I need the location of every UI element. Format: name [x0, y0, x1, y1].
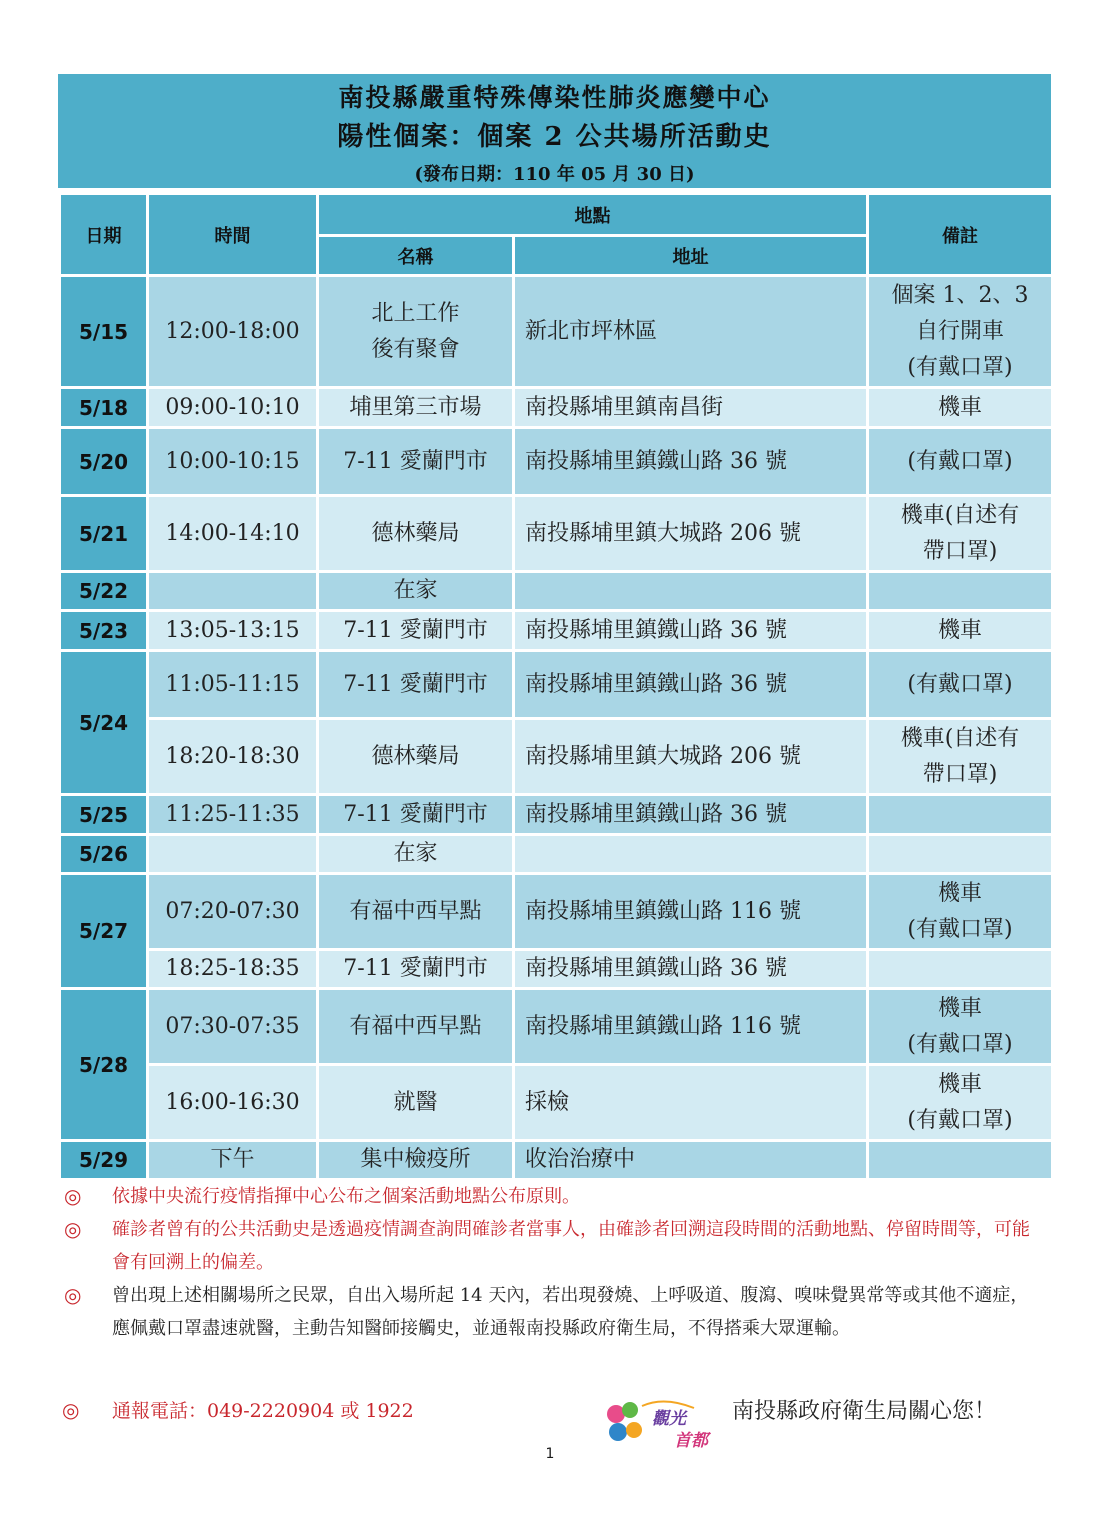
note-item	[62, 1279, 1042, 1345]
remark-line: (有戴口罩)	[907, 1107, 1013, 1133]
document-header	[58, 74, 1051, 188]
name-cell: 就醫	[318, 1065, 514, 1141]
date-cell: 5/24	[60, 651, 148, 795]
date-cell: 5/23	[60, 611, 148, 651]
table-row	[60, 874, 1053, 950]
hotline-text: 通報電話：049-2220904 或 1922	[112, 1400, 414, 1422]
name-cell: 7-11 愛蘭門市	[318, 611, 514, 651]
table-row	[60, 428, 1053, 496]
name-cell: 7-11 愛蘭門市	[318, 651, 514, 719]
time-cell: 13:05-13:15	[148, 611, 318, 651]
table-row	[60, 388, 1053, 428]
table-row	[60, 276, 1053, 388]
table-row	[60, 835, 1053, 874]
date-cell: 5/25	[60, 795, 148, 835]
address-cell: 南投縣埔里鎮大城路 206 號	[514, 719, 868, 795]
remark-line: 機車(自述有	[900, 725, 1020, 751]
time-cell: 14:00-14:10	[148, 496, 318, 572]
date-cell: 5/22	[60, 572, 148, 611]
publish-date: (發布日期：110 年 05 月 30 日)	[414, 164, 695, 185]
address-cell	[514, 572, 868, 611]
time-cell: 18:25-18:35	[148, 950, 318, 989]
bullet-mark: ◎	[64, 1283, 82, 1307]
remark-cell	[868, 950, 1053, 989]
time-cell: 18:20-18:30	[148, 719, 318, 795]
remark-line: 個案 1、2、3	[891, 282, 1029, 308]
remark-line: 帶口罩)	[922, 538, 998, 564]
bullet-mark: ◎	[62, 1398, 80, 1422]
name-cell: 埔里第三市場	[318, 388, 514, 428]
hotline	[62, 1396, 414, 1423]
remark-line: 帶口罩)	[922, 761, 998, 787]
remark-cell	[868, 276, 1053, 388]
remark-cell	[868, 719, 1053, 795]
table-row	[60, 1141, 1053, 1180]
date-cell: 5/27	[60, 874, 148, 989]
remark-cell	[868, 496, 1053, 572]
notes-section	[62, 1180, 1042, 1345]
note-text: 依據中央流行疫情指揮中心公布之個案活動地點公布原則。	[112, 1186, 580, 1207]
address-cell: 南投縣埔里鎮鐵山路 36 號	[514, 428, 868, 496]
remark-line: 自行開車	[915, 318, 1004, 344]
time-cell	[148, 835, 318, 874]
table-row	[60, 795, 1053, 835]
date-cell: 5/28	[60, 989, 148, 1141]
address-cell: 新北市坪林區	[514, 276, 868, 388]
note-text: 曾出現上述相關場所之民眾，自出入場所起 14 天內，若出現發燒、上呼吸道、腹瀉、嗅味覺異常等或其他不適症，應佩戴口罩盡速就醫，主動告知醫師接觸史，並通報南投縣政府衛生局，不得搭乘大眾運輸。	[112, 1285, 1029, 1339]
name-cell: 在家	[318, 572, 514, 611]
remark-cell: (有戴口罩)	[868, 651, 1053, 719]
address-cell: 南投縣埔里鎮南昌街	[514, 388, 868, 428]
remark-cell: 機車	[868, 388, 1053, 428]
logo-lettering: 首都	[674, 1431, 708, 1451]
remark-line: 機車(自述有	[900, 502, 1020, 528]
time-cell: 12:00-18:00	[148, 276, 318, 388]
remark-line: 機車	[937, 995, 982, 1021]
header-time: 時間	[148, 194, 318, 276]
time-cell: 下午	[148, 1141, 318, 1180]
remark-cell: 機車	[868, 611, 1053, 651]
address-cell: 南投縣埔里鎮鐵山路 36 號	[514, 950, 868, 989]
remark-line: 機車	[937, 1071, 982, 1097]
header-remarks: 備註	[868, 194, 1053, 276]
date-cell: 5/20	[60, 428, 148, 496]
address-cell: 南投縣埔里鎮鐵山路 116 號	[514, 874, 868, 950]
header-title-line1: 南投縣嚴重特殊傳染性肺炎應變中心	[338, 83, 771, 112]
address-cell: 南投縣埔里鎮鐵山路 36 號	[514, 651, 868, 719]
name-cell: 集中檢疫所	[318, 1141, 514, 1180]
remark-cell	[868, 1141, 1053, 1180]
time-cell: 10:00-10:15	[148, 428, 318, 496]
table-row	[60, 719, 1053, 795]
name-cell: 德林藥局	[318, 719, 514, 795]
remark-cell: (有戴口罩)	[868, 428, 1053, 496]
name-cell: 7-11 愛蘭門市	[318, 795, 514, 835]
table-row	[60, 989, 1053, 1065]
address-cell: 南投縣埔里鎮鐵山路 36 號	[514, 795, 868, 835]
table-row	[60, 1065, 1053, 1141]
remark-cell	[868, 572, 1053, 611]
bullet-mark: ◎	[64, 1184, 82, 1208]
table-row	[60, 611, 1053, 651]
remark-cell	[868, 835, 1053, 874]
logo-lettering: 觀光	[652, 1409, 686, 1429]
header-name: 名稱	[318, 236, 514, 276]
remark-cell	[868, 1065, 1053, 1141]
time-cell	[148, 572, 318, 611]
bullet-mark: ◎	[64, 1217, 82, 1241]
date-cell: 5/26	[60, 835, 148, 874]
name-cell: 德林藥局	[318, 496, 514, 572]
activity-table	[58, 192, 1054, 1181]
header-date: 日期	[60, 194, 148, 276]
time-cell: 07:30-07:35	[148, 989, 318, 1065]
note-item	[62, 1180, 1042, 1213]
name-line: 北上工作	[371, 300, 460, 326]
header-location: 地點	[318, 194, 868, 236]
table-row	[60, 496, 1053, 572]
time-cell: 07:20-07:30	[148, 874, 318, 950]
page-number: 1	[545, 1446, 555, 1462]
date-cell: 5/15	[60, 276, 148, 388]
time-cell: 11:25-11:35	[148, 795, 318, 835]
name-cell: 有福中西早點	[318, 874, 514, 950]
date-cell: 5/18	[60, 388, 148, 428]
remark-line: (有戴口罩)	[907, 1031, 1013, 1057]
address-cell: 採檢	[514, 1065, 868, 1141]
address-cell: 南投縣埔里鎮鐵山路 36 號	[514, 611, 868, 651]
table-row	[60, 950, 1053, 989]
closing-message: 南投縣政府衛生局關心您！	[732, 1399, 997, 1424]
name-cell: 在家	[318, 835, 514, 874]
time-cell: 09:00-10:10	[148, 388, 318, 428]
date-cell: 5/29	[60, 1141, 148, 1180]
name-cell: 有福中西早點	[318, 989, 514, 1065]
note-item	[62, 1213, 1042, 1279]
address-cell: 南投縣埔里鎮大城路 206 號	[514, 496, 868, 572]
remark-cell	[868, 989, 1053, 1065]
header-address: 地址	[514, 236, 868, 276]
header-title-line2: 陽性個案：個案 2 公共場所活動史	[337, 122, 772, 152]
note-text: 確診者曾有的公共活動史是透過疫情調查詢問確診者當事人，由確診者回溯這段時間的活動地點、停留時間等，可能會有回溯上的偏差。	[112, 1219, 1030, 1273]
date-cell: 5/21	[60, 496, 148, 572]
name-line: 後有聚會	[371, 336, 460, 362]
table-row	[60, 651, 1053, 719]
time-cell: 11:05-11:15	[148, 651, 318, 719]
remark-line: 機車	[937, 880, 982, 906]
remark-line: (有戴口罩)	[907, 354, 1013, 380]
table-row	[60, 572, 1053, 611]
remark-cell	[868, 874, 1053, 950]
remark-line: (有戴口罩)	[907, 916, 1013, 942]
remark-cell	[868, 795, 1053, 835]
name-cell: 7-11 愛蘭門市	[318, 950, 514, 989]
name-cell: 7-11 愛蘭門市	[318, 428, 514, 496]
address-cell	[514, 835, 868, 874]
name-cell	[318, 276, 514, 388]
address-cell: 收治治療中	[514, 1141, 868, 1180]
time-cell: 16:00-16:30	[148, 1065, 318, 1141]
address-cell: 南投縣埔里鎮鐵山路 116 號	[514, 989, 868, 1065]
